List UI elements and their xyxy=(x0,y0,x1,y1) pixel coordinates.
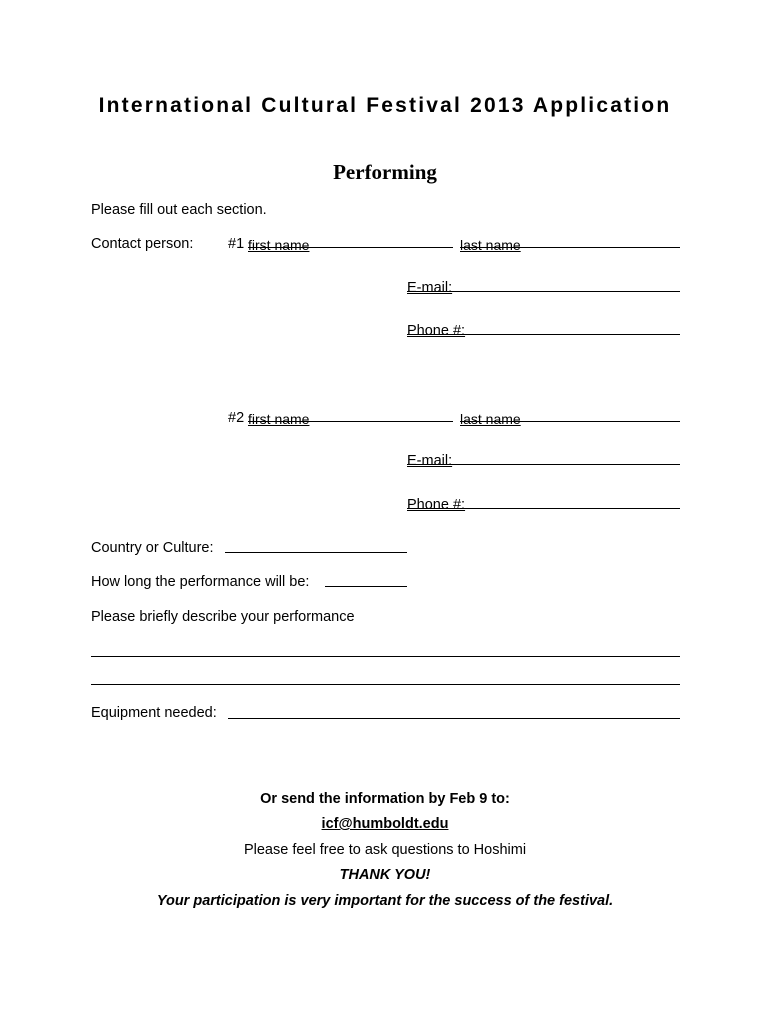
contact2-first-name-field[interactable] xyxy=(248,421,453,422)
participation-text: Your participation is very important for the success of the festival. xyxy=(156,893,614,909)
contact-email-link[interactable]: icf@humboldt.edu xyxy=(321,816,449,832)
contact1-first-name-field[interactable] xyxy=(248,247,453,248)
contact2-number: #2 xyxy=(228,410,245,426)
duration-field[interactable] xyxy=(325,586,407,587)
contact-person-label: Contact person: xyxy=(91,236,194,252)
thank-you-text: THANK YOU! xyxy=(339,867,431,883)
equipment-label: Equipment needed: xyxy=(91,705,217,721)
contact1-phone-label: Phone #: xyxy=(407,323,466,339)
questions-text: Please feel free to ask questions to Hoshimi xyxy=(243,842,527,858)
contact2-last-name-field[interactable] xyxy=(460,421,680,422)
contact1-email-label: E-mail: xyxy=(407,280,453,296)
contact1-last-name-field[interactable] xyxy=(460,247,680,248)
contact2-phone-field[interactable] xyxy=(407,508,680,509)
contact2-email-label: E-mail: xyxy=(407,453,453,469)
contact1-last-name-label: last name xyxy=(460,237,521,253)
description-line-2[interactable] xyxy=(91,684,680,685)
contact2-email-field[interactable] xyxy=(407,464,680,465)
form-title: International Cultural Festival 2013 Application xyxy=(98,94,672,117)
contact1-email-field[interactable] xyxy=(407,291,680,292)
country-label: Country or Culture: xyxy=(91,540,214,556)
contact1-number: #1 xyxy=(228,236,245,252)
contact2-phone-label: Phone #: xyxy=(407,497,466,513)
contact1-phone-field[interactable] xyxy=(407,334,680,335)
form-subtitle: Performing xyxy=(333,160,437,184)
duration-label: How long the performance will be: xyxy=(91,574,310,590)
send-info-text: Or send the information by Feb 9 to: xyxy=(260,791,510,807)
description-line-1[interactable] xyxy=(91,656,680,657)
description-label: Please briefly describe your performance xyxy=(91,609,355,625)
contact2-first-name-label: first name xyxy=(248,411,310,427)
equipment-field[interactable] xyxy=(228,718,680,719)
contact2-last-name-label: last name xyxy=(460,411,521,427)
instructions-text: Please fill out each section. xyxy=(91,202,267,218)
contact1-first-name-label: first name xyxy=(248,237,310,253)
country-field[interactable] xyxy=(225,552,407,553)
